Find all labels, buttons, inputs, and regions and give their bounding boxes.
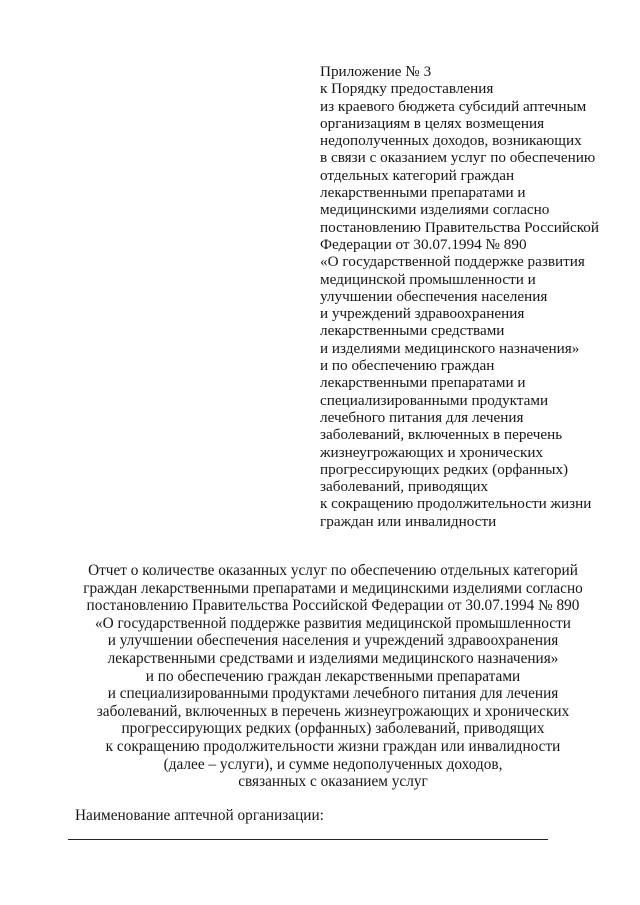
appendix-line: лекарственными средствами [320,322,505,340]
appendix-line: лечебного питания для лечения [320,408,524,426]
appendix-line: заболеваний, приводящих [320,478,489,496]
report-title-line: связанных с оказанием услуг [238,773,428,791]
report-title-line: прогрессирующих редких (орфанных) заболеваний, приводящих [121,720,545,738]
organization-name-blank-line [68,839,548,840]
appendix-line: лекарственными препаратами и [320,374,526,392]
report-title-line: и специализированными продуктами лечебного питания для лечения [107,685,559,703]
appendix-line: заболеваний, включенных в перечень [320,426,563,444]
appendix-line: «О государственной поддержке развития [320,253,585,271]
appendix-line: отдельных категорий граждан [320,166,515,184]
appendix-line: из краевого бюджета субсидий аптечным [320,97,587,115]
report-title-line: и по обеспечению граждан лекарственными препаратами [145,667,521,685]
appendix-line: медицинской промышленности и [320,270,536,288]
appendix-title: Приложение № 3 [320,63,432,80]
appendix-line: улучшении обеспечения населения [320,287,548,305]
appendix-line: постановлению Правительства Российской [320,218,600,236]
appendix-line: граждан или инвалидности [320,512,497,530]
appendix-line: Федерации от 30.07.1994 № 890 [320,235,527,253]
report-title-line: (далее – услуги), и сумме недополученных доходов, [163,755,503,773]
report-title-line: к сокращению продолжительности жизни граждан или инвалидности [105,737,561,755]
appendix-line: к сокращению продолжительности жизни [320,495,592,513]
appendix-line: и учреждений здравоохранения [320,305,525,323]
organization-name-label: Наименование аптечной организации: [75,807,324,824]
appendix-line: жизнеугрожающих и хронических [320,443,544,461]
appendix-line: и по обеспечению граждан [320,357,495,375]
appendix-line: в связи с оказанием услуг по обеспечению [320,149,596,167]
report-title [68,562,598,791]
report-title-line: лекарственными средствами и изделиями медицинского назначения» [107,649,559,667]
appendix-line: недополученных доходов, возникающих [320,132,582,150]
report-title-line: заболеваний, включенных в перечень жизнеугрожающих и хронических [96,702,570,720]
report-title-line: постановлению Правительства Российской Федерации от 30.07.1994 № 890 [86,597,580,615]
appendix-line: медицинскими изделиями согласно [320,201,550,219]
report-title-line: «О государственной поддержке развития медицинской промышленности [95,614,571,632]
report-title-line: Отчет о количестве оказанных услуг по обеспечению отдельных категорий [88,562,578,579]
appendix-line: специализированными продуктами [320,391,549,409]
report-title-line: граждан лекарственными препаратами и медицинскими изделиями согласно [83,579,583,597]
appendix-line: лекарственными препаратами и [320,184,526,202]
appendix-line: прогрессирующих редких (орфанных) [320,460,569,478]
appendix-line: и изделиями медицинского назначения» [320,339,580,357]
appendix-line: к Порядку предоставления [320,80,494,98]
appendix-line: организациям в целях возмещения [320,114,545,132]
report-title-line: и улучшении обеспечения населения и учреждений здравоохранения [107,632,559,650]
appendix-header [320,63,599,530]
